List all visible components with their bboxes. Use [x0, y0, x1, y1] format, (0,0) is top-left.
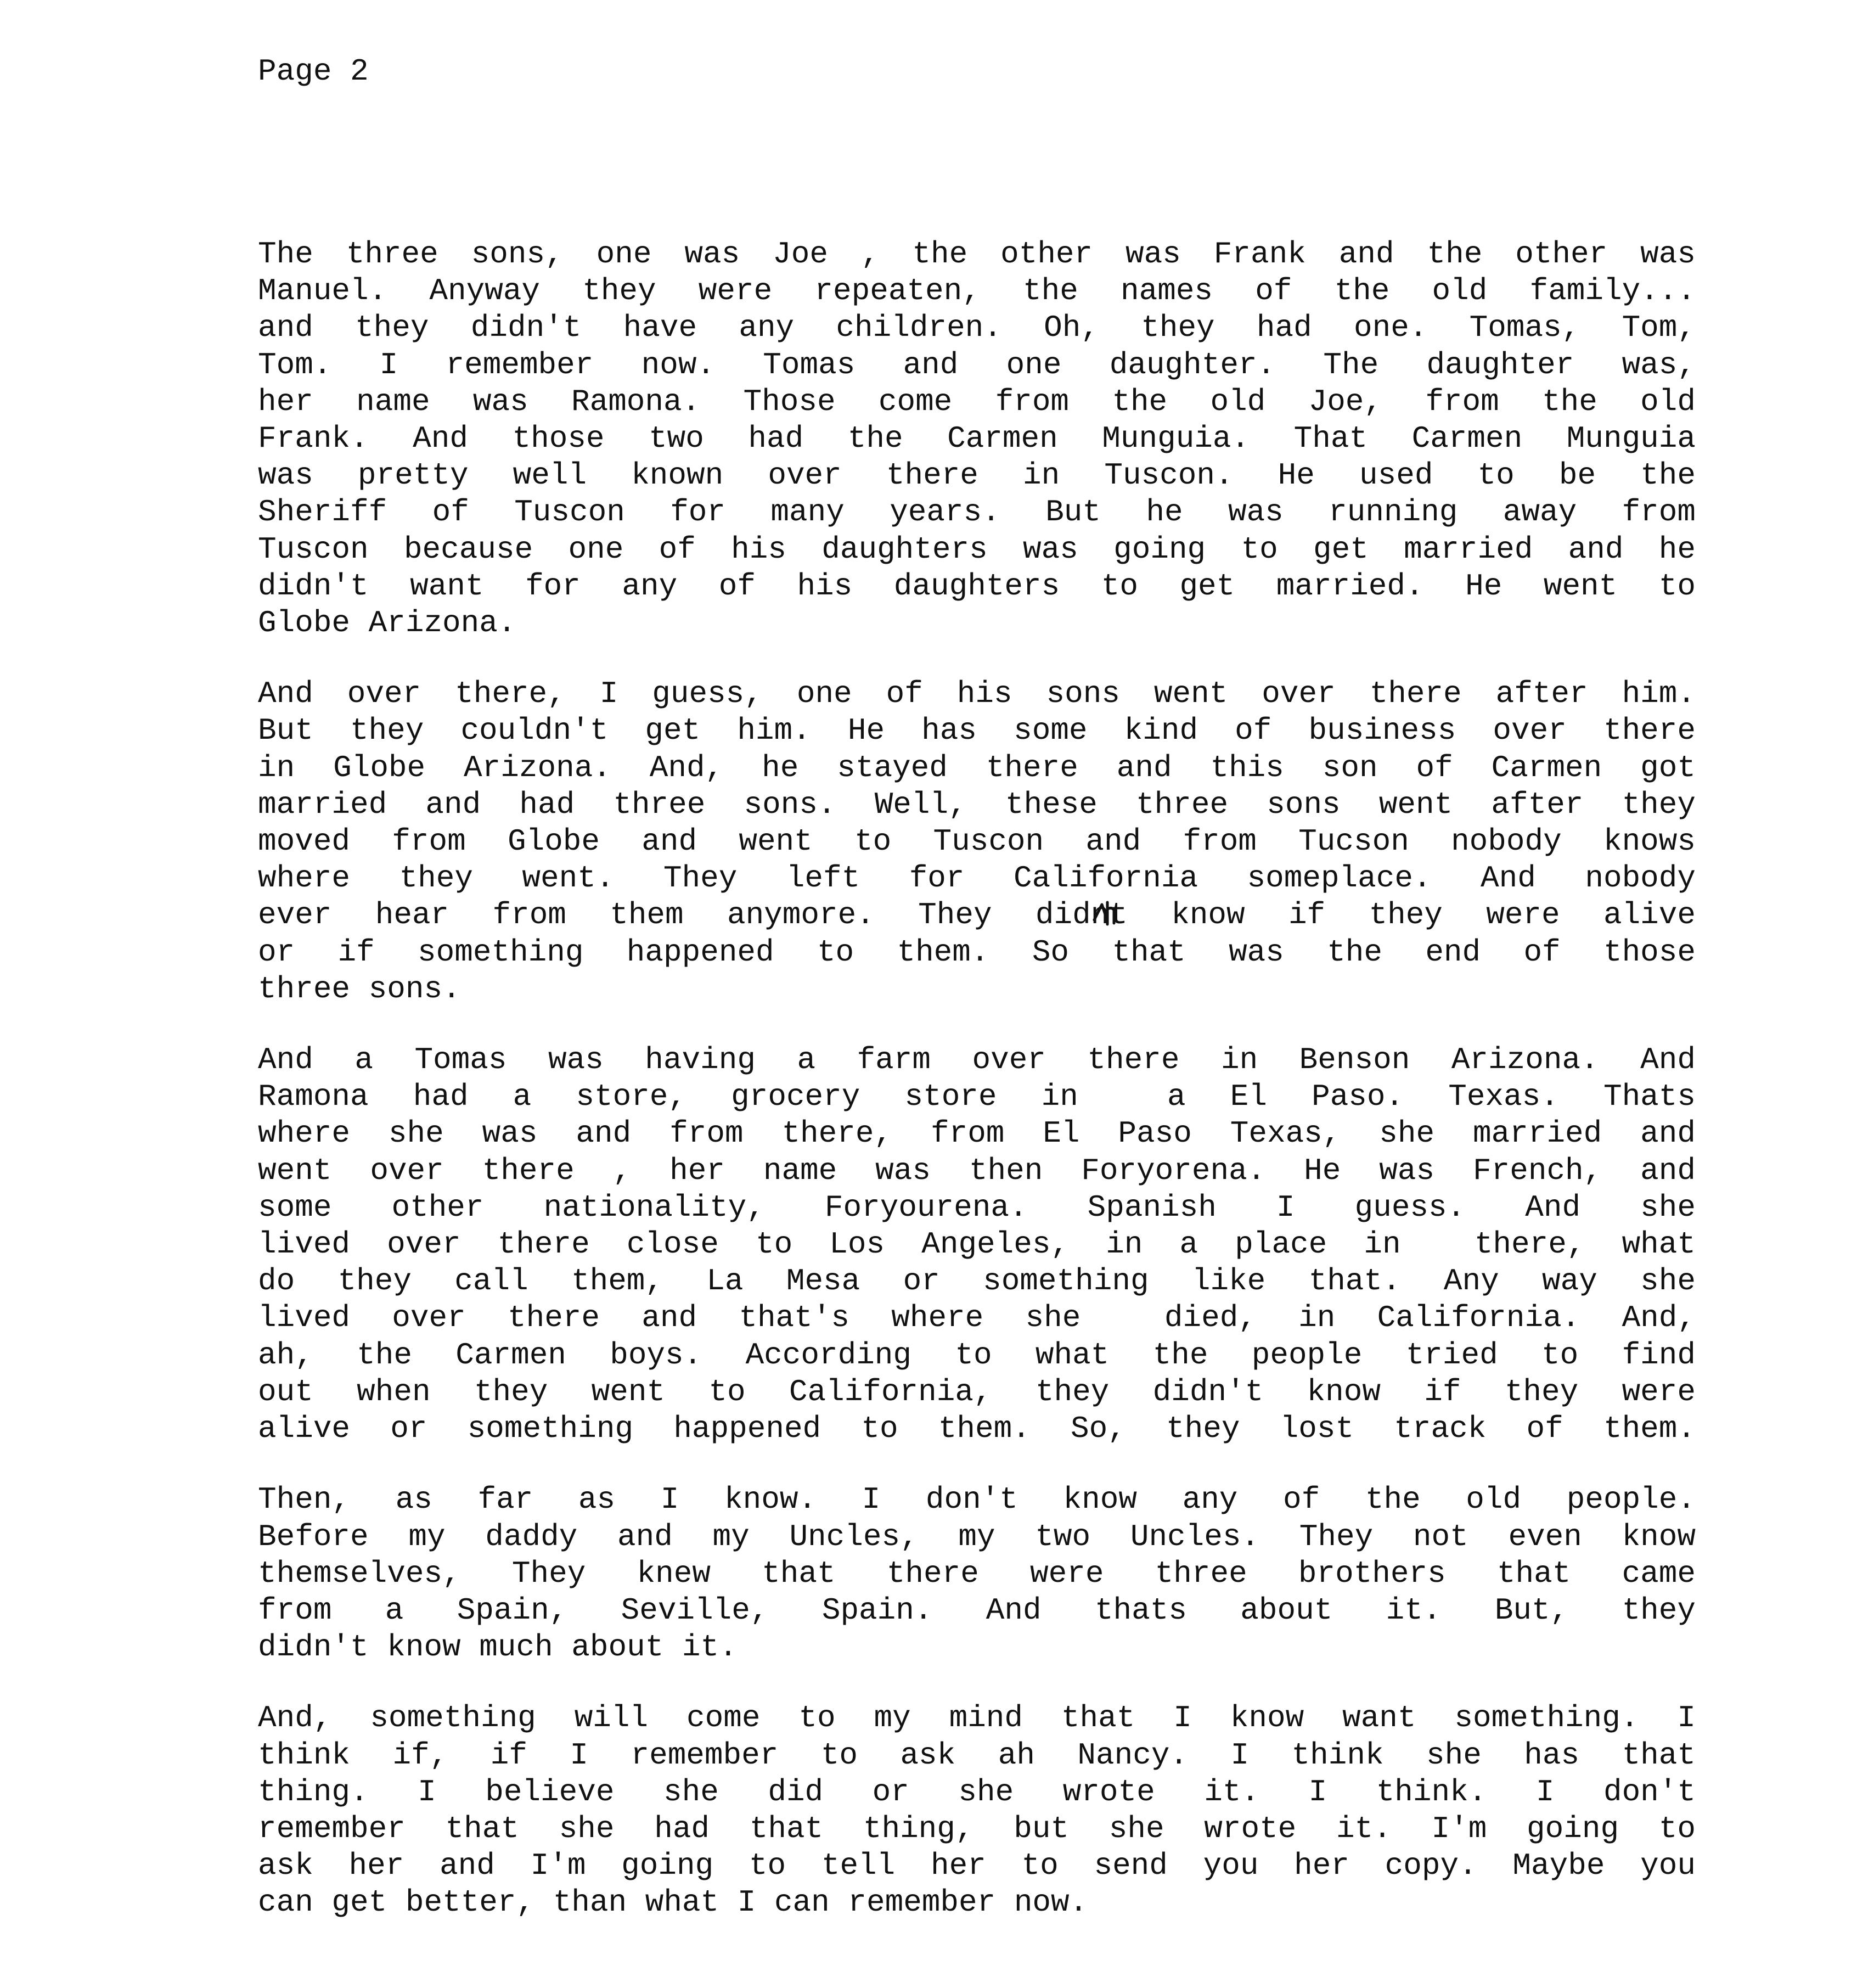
document-body	[258, 236, 1696, 1956]
text-line: But they couldn't get him. He has some kind of business over there	[258, 713, 1696, 749]
text-line: Tuscon because one of his daughters was going to get married and he	[258, 531, 1696, 567]
handwritten-correction-mark	[1091, 898, 1117, 930]
page-number: Page 2	[258, 54, 369, 89]
text-line: Then, as far as I know. I don't know any of the old people.	[258, 1482, 1696, 1518]
text-line: three sons.	[258, 971, 461, 1007]
text-line: alive or something happened to them. So, they lost track of them.	[258, 1411, 1696, 1447]
paragraph-5	[258, 1700, 1696, 1921]
text-line: Globe Arizona.	[258, 605, 516, 641]
text-line: The three sons, one was Joe , the other was Frank and the other was	[258, 237, 1696, 272]
text-line: ask her and I'm going to tell her to send you her copy. Maybe you	[258, 1848, 1696, 1884]
text-line: out when they went to California, they didn't know if they were	[258, 1374, 1696, 1409]
text-line: was pretty well known over there in Tuscon. He used to be the	[258, 458, 1696, 493]
text-line: where she was and from there, from El Paso Texas, she married and	[258, 1116, 1696, 1152]
text-line: moved from Globe and went to Tuscon and from Tucson nobody knows	[258, 824, 1696, 860]
text-line: some other nationality, Foryourena. Spanish I guess. And she	[258, 1189, 1696, 1225]
text-line: or if something happened to them. So that was the end of those	[258, 934, 1696, 970]
text-line: Tom. I remember now. Tomas and one daughter. The daughter was,	[258, 347, 1696, 383]
paragraph-3	[258, 1042, 1696, 1447]
paragraph-1	[258, 236, 1696, 642]
text-line: Before my daddy and my Uncles, my two Uncles. They not even know	[258, 1519, 1696, 1554]
text-line: in Globe Arizona. And, he stayed there and this son of Carmen got	[258, 750, 1696, 785]
paragraph-2	[258, 676, 1696, 1008]
text-line: And over there, I guess, one of his sons went over there after him.	[258, 676, 1696, 712]
text-line: lived over there and that's where she died, in California. And,	[258, 1300, 1696, 1336]
text-line: ah, the Carmen boys. According to what the people tried to find	[258, 1337, 1696, 1373]
text-line: her name was Ramona. Those come from the old Joe, from the old	[258, 384, 1696, 419]
text-line: remember that she had that thing, but she wrote it. I'm going to	[258, 1811, 1696, 1846]
text-line: where they went. They left for California someplace. And nobody	[258, 861, 1696, 896]
text-line: thing. I believe she did or she wrote it. I think. I don't	[258, 1774, 1696, 1810]
text-line: went over there , her name was then Foryorena. He was French, and	[258, 1153, 1696, 1188]
text-line: do they call them, La Mesa or something like that. Any way she	[258, 1263, 1696, 1299]
text-line: and they didn't have any children. Oh, they had one. Tomas, Tom,	[258, 310, 1696, 346]
text-line: can get better, than what I can remember now.	[258, 1885, 1088, 1920]
text-line: And a Tomas was having a farm over there in Benson Arizona. And	[258, 1042, 1696, 1078]
text-line: Sheriff of Tuscon for many years. But he was running away from	[258, 495, 1696, 530]
text-line: didn't know much about it.	[258, 1630, 738, 1665]
text-line: Ramona had a store, grocery store in a El Paso. Texas. Thats	[258, 1079, 1696, 1115]
text-line: themselves, They knew that there were three brothers that came	[258, 1555, 1696, 1591]
text-line: And, something will come to my mind that I know want something. I	[258, 1700, 1696, 1736]
text-line: think if, if I remember to ask ah Nancy. I think she has that	[258, 1737, 1696, 1773]
text-line: Frank. And those two had the Carmen Munguia. That Carmen Munguia	[258, 421, 1696, 457]
text-line: didn't want for any of his daughters to get married. He went to	[258, 568, 1696, 604]
text-line: ever hear from them anymore. They didnt know if they were alive	[258, 897, 1696, 933]
paragraph-4	[258, 1481, 1696, 1666]
text-line: married and had three sons. Well, these three sons went after they	[258, 787, 1696, 822]
text-line: lived over there close to Los Angeles, in a place in there, what	[258, 1227, 1696, 1262]
text-line: from a Spain, Seville, Spain. And thats about it. But, they	[258, 1592, 1696, 1628]
text-line: Manuel. Anyway they were repeaten, the names of the old family...	[258, 273, 1696, 309]
